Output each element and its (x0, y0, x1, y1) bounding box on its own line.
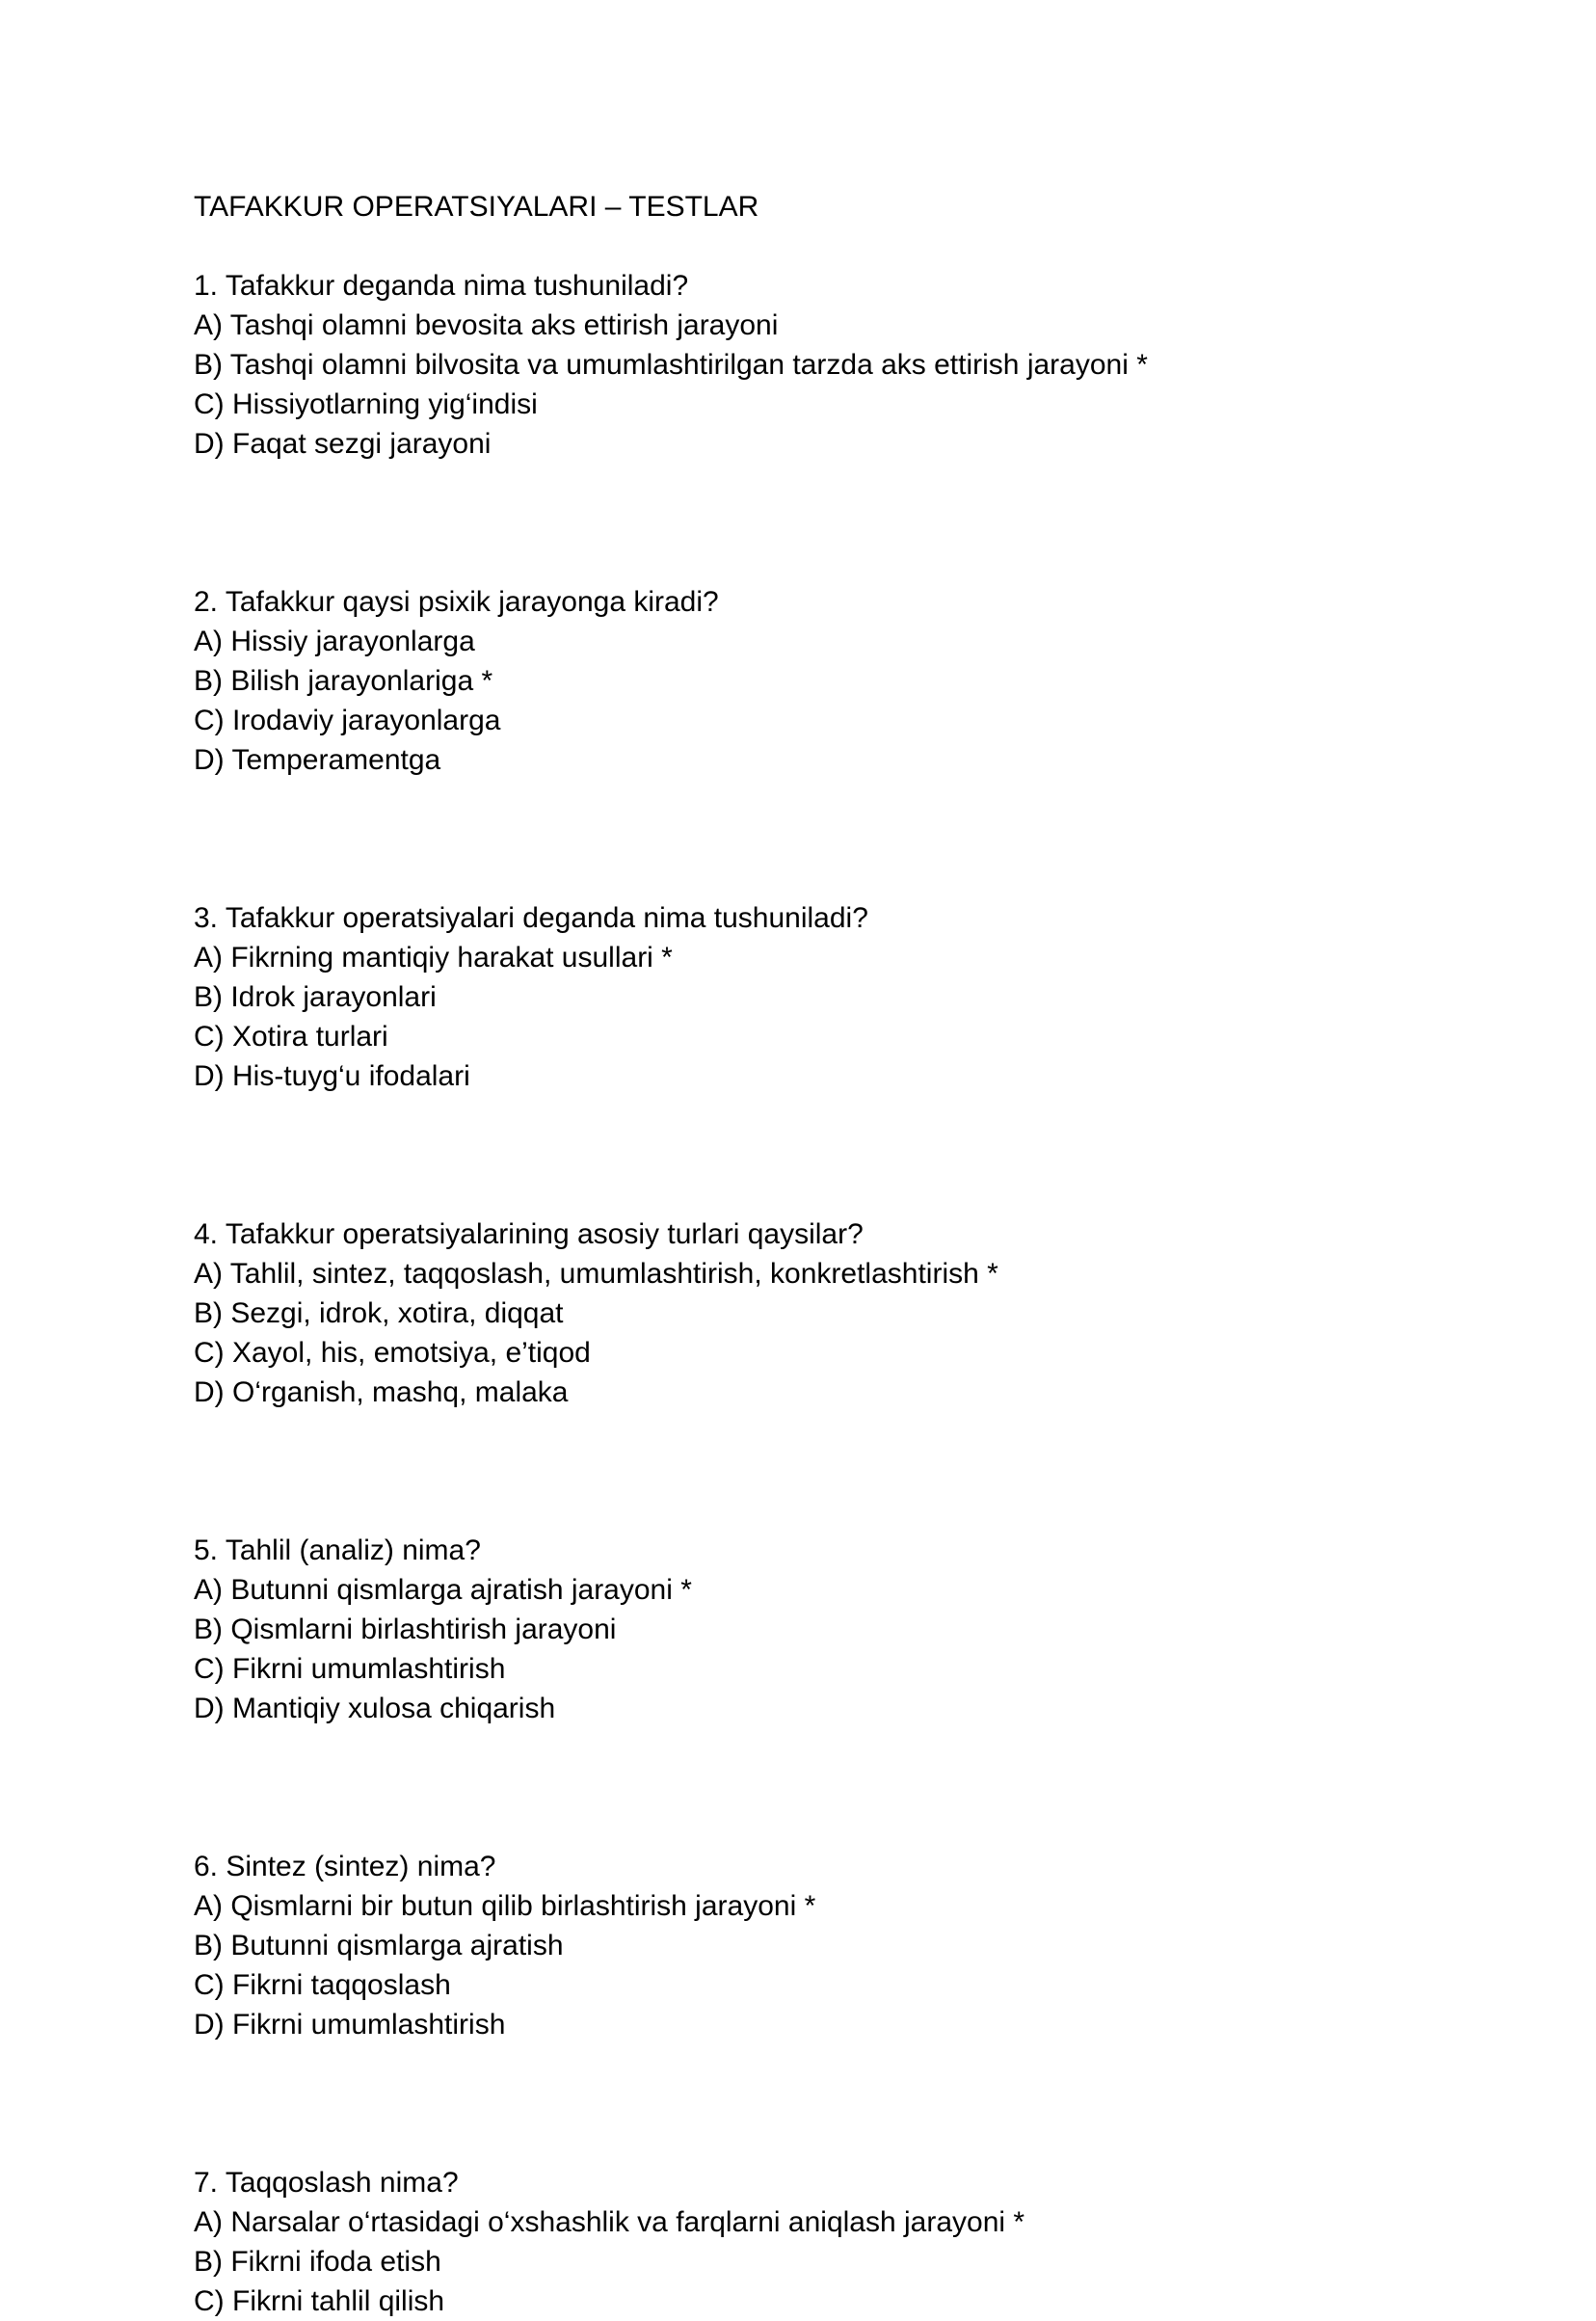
answer-option: B) Idrok jarayonlari (194, 981, 437, 1013)
answer-option: A) Tahlil, sintez, taqqoslash, umumlashtirish, konkretlashtirish * (194, 1258, 998, 1290)
answer-option: D) Faqat sezgi jarayoni (194, 428, 492, 460)
question-block (194, 1847, 1447, 2044)
question-block (194, 1214, 1447, 1412)
question-text: 6. Sintez (sintez) nima? (194, 1851, 496, 1882)
answer-option: C) Irodaviy jarayonlarga (194, 705, 501, 736)
question-block (194, 2163, 1447, 2321)
answer-option: A) Narsalar o‘rtasidagi o‘xshashlik va farqlarni aniqlash jarayoni * (194, 2206, 1025, 2238)
question-text: 1. Tafakkur deganda nima tushuniladi? (194, 270, 689, 302)
question-block (194, 582, 1447, 780)
question-block (194, 266, 1447, 464)
answer-option: B) Sezgi, idrok, xotira, diqqat (194, 1297, 564, 1329)
answer-option: C) Fikrni umumlashtirish (194, 1653, 506, 1685)
answer-option: A) Qismlarni bir butun qilib birlashtirish jarayoni * (194, 1890, 816, 1922)
question-text: 7. Taqqoslash nima? (194, 2167, 459, 2199)
question-text: 2. Tafakkur qaysi psixik jarayonga kiradi? (194, 586, 719, 618)
answer-option: A) Hissiy jarayonlarga (194, 626, 475, 657)
answer-option: D) Fikrni umumlashtirish (194, 2009, 506, 2041)
answer-option: C) Xotira turlari (194, 1021, 388, 1053)
question-text: 5. Tahlil (analiz) nima? (194, 1534, 481, 1566)
answer-option: B) Qismlarni birlashtirish jarayoni (194, 1614, 617, 1645)
answer-option: A) Fikrning mantiqiy harakat usullari * (194, 942, 673, 974)
question-block (194, 898, 1447, 1096)
document-title: TAFAKKUR OPERATSIYALARI – TESTLAR (194, 191, 759, 223)
answer-option: A) Tashqi olamni bevosita aks ettirish jarayoni (194, 309, 779, 341)
answer-option: B) Fikrni ifoda etish (194, 2246, 441, 2278)
answer-option: B) Bilish jarayonlariga * (194, 665, 493, 697)
answer-option: D) Temperamentga (194, 744, 441, 776)
answer-option: C) Xayol, his, emotsiya, e’tiqod (194, 1337, 591, 1369)
question-text: 3. Tafakkur operatsiyalari deganda nima tushuniladi? (194, 902, 868, 934)
document-body (194, 187, 1447, 2321)
answer-option: C) Fikrni taqqoslash (194, 1969, 451, 2001)
answer-option: D) Mantiqiy xulosa chiqarish (194, 1693, 556, 1724)
answer-option: D) O‘rganish, mashq, malaka (194, 1376, 569, 1408)
answer-option: C) Fikrni tahlil qilish (194, 2285, 445, 2317)
question-text: 4. Tafakkur operatsiyalarining asosiy turlari qaysilar? (194, 1218, 864, 1250)
answer-option: B) Tashqi olamni bilvosita va umumlashtirilgan tarzda aks ettirish jarayoni * (194, 349, 1148, 381)
answer-option: A) Butunni qismlarga ajratish jarayoni * (194, 1574, 692, 1606)
answer-option: C) Hissiyotlarning yig‘indisi (194, 388, 538, 420)
answer-option: D) His-tuyg‘u ifodalari (194, 1060, 470, 1092)
answer-option: B) Butunni qismlarga ajratish (194, 1930, 564, 1961)
question-block (194, 1531, 1447, 1728)
